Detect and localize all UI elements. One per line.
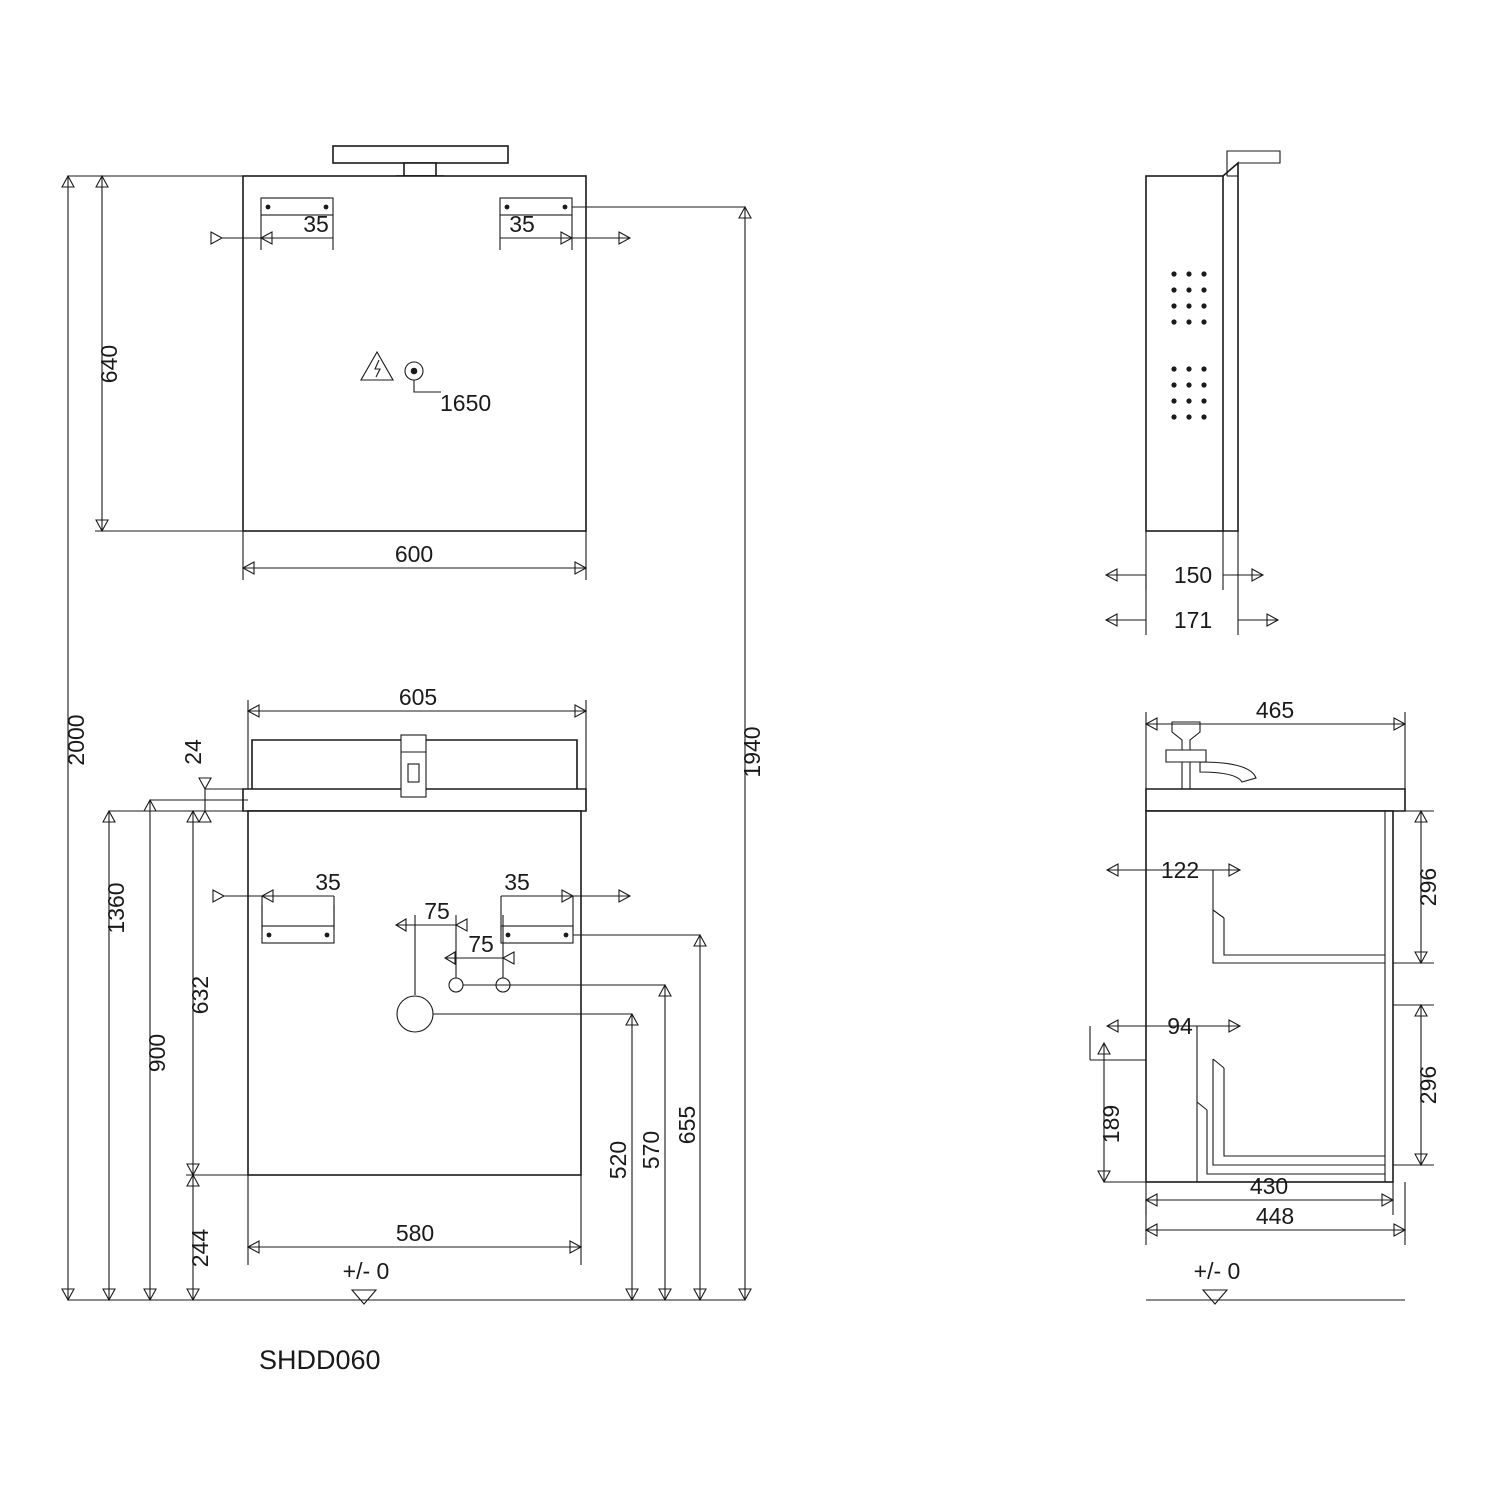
datum-label-side: +/- 0 — [1193, 1258, 1241, 1284]
dim-total-height-2000: 2000 — [63, 714, 89, 766]
dim-carcase-depth-430: 430 — [1249, 1173, 1289, 1199]
dim-mirror-depth-171: 171 — [1173, 607, 1213, 633]
dim-trap-height-570: 570 — [638, 1130, 664, 1170]
dim-drawer-lower-296: 296 — [1415, 1065, 1441, 1105]
dim-tap-offset-left-75: 75 — [424, 898, 450, 924]
dim-mirror-top-1940: 1940 — [739, 726, 765, 778]
dim-unit-height-632: 632 — [187, 975, 213, 1015]
dim-unit-width-580: 580 — [395, 1220, 435, 1246]
dim-vanity-depth-465: 465 — [1255, 697, 1295, 723]
dim-bracket-right-35: 35 — [509, 211, 535, 237]
dim-basin-thickness-24: 24 — [180, 739, 206, 765]
dim-basin-width-605: 605 — [398, 684, 438, 710]
dim-mirror-depth-150: 150 — [1173, 562, 1213, 588]
datum-label-front: +/- 0 — [342, 1258, 390, 1284]
dim-bracket-left-35: 35 — [303, 211, 329, 237]
dim-supply-height-655: 655 — [674, 1105, 700, 1145]
dim-mirror-width-600: 600 — [394, 541, 434, 567]
dim-vanity-bracket-right-35: 35 — [504, 869, 530, 895]
part-code-label: SHDD060 — [259, 1345, 381, 1375]
dim-drawer-upper-296: 296 — [1415, 867, 1441, 907]
dim-drawer-lower-inset-94: 94 — [1167, 1013, 1193, 1039]
dim-waste-height-520: 520 — [605, 1140, 631, 1180]
dim-basin-centre-900: 900 — [144, 1033, 170, 1073]
dim-tap-offset-right-75: 75 — [468, 931, 494, 957]
dim-floor-clearance-244: 244 — [187, 1228, 213, 1268]
dim-mirror-height-640: 640 — [96, 344, 122, 384]
dim-plinth-189: 189 — [1098, 1104, 1124, 1144]
dim-unit-top-1360: 1360 — [103, 882, 129, 934]
dim-top-depth-448: 448 — [1255, 1203, 1295, 1229]
mirror-cabinet-front-view — [243, 146, 586, 531]
dim-socket-height-1650: 1650 — [440, 390, 492, 416]
dim-vanity-bracket-left-35: 35 — [315, 869, 341, 895]
dim-drawer-upper-inset-122: 122 — [1160, 857, 1200, 883]
